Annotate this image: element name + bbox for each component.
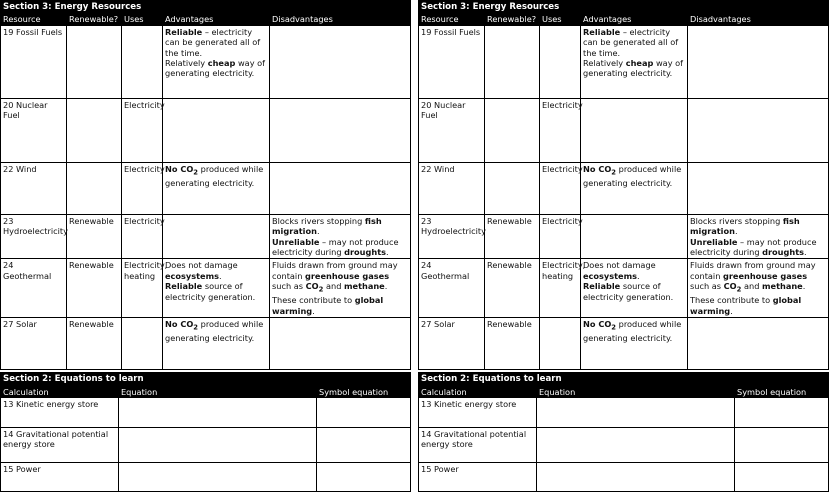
uses-cell[interactable]: [122, 25, 163, 98]
calculation-cell: 15 Power: [1, 462, 119, 491]
energy-resources-table: [418, 0, 829, 370]
header-calculation: Calculation: [1, 386, 119, 397]
renewable-cell[interactable]: [67, 25, 122, 98]
header-disadvantages: Disadvantages: [270, 14, 411, 25]
resource-cell: 23 Hydroelectricity: [419, 214, 485, 259]
header-uses: Uses: [122, 14, 163, 25]
renewable-cell[interactable]: [67, 162, 122, 214]
uses-cell: Electricity: [540, 162, 581, 214]
renewable-cell: Renewable: [485, 318, 540, 370]
resource-cell: 22 Wind: [1, 162, 67, 214]
disadvantages-cell[interactable]: [688, 25, 829, 98]
equations-table: [418, 372, 829, 492]
header-renewable: Renewable?: [67, 14, 122, 25]
renewable-cell: Renewable: [67, 318, 122, 370]
advantages-cell: No $CO_2$ produced while generating electricity.: [163, 162, 270, 214]
equation-cell[interactable]: [119, 397, 317, 427]
header-symbol-equation: Symbol equation: [735, 386, 829, 397]
table-row: [1, 98, 411, 162]
uses-cell: Electricity: [122, 214, 163, 259]
right-sheet: [418, 0, 828, 474]
table-row: [419, 25, 829, 98]
resource-cell: 19 Fossil Fuels: [1, 25, 67, 98]
header-equation: Equation: [537, 386, 735, 397]
disadvantages-cell[interactable]: [270, 98, 411, 162]
table-row: [1, 318, 411, 370]
header-uses: Uses: [540, 14, 581, 25]
renewable-cell[interactable]: [485, 25, 540, 98]
renewable-cell: Renewable: [485, 259, 540, 318]
advantages-cell: No $CO_2$ produced while generating electricity.: [581, 318, 688, 370]
table-row: [419, 397, 829, 427]
symbol-equation-cell[interactable]: [735, 397, 829, 427]
renewable-cell: Renewable: [67, 259, 122, 318]
resource-cell: 22 Wind: [419, 162, 485, 214]
header-symbol-equation: Symbol equation: [317, 386, 411, 397]
energy-resources-table: [0, 0, 411, 370]
disadvantages-cell[interactable]: [270, 162, 411, 214]
symbol-equation-cell[interactable]: [317, 397, 411, 427]
symbol-equation-cell[interactable]: [317, 427, 411, 462]
renewable-cell: Renewable: [67, 214, 122, 259]
table-row: [419, 318, 829, 370]
table-row: [419, 462, 829, 491]
section3-title: Section 3: Energy Resources: [1, 1, 411, 14]
equation-cell[interactable]: [537, 427, 735, 462]
advantages-cell[interactable]: [581, 98, 688, 162]
renewable-cell[interactable]: [67, 98, 122, 162]
equations-table: [0, 372, 411, 492]
uses-cell[interactable]: [122, 318, 163, 370]
uses-cell[interactable]: [540, 318, 581, 370]
disadvantages-cell: Blocks rivers stopping fish migration. Unreliable – may not produce electricity during droughts.: [270, 214, 411, 259]
resource-cell: 27 Solar: [419, 318, 485, 370]
advantages-cell: Does not damage ecosystems. Reliable source of electricity generation.: [163, 259, 270, 318]
table-row: [1, 397, 411, 427]
header-renewable: Renewable?: [485, 14, 540, 25]
advantages-cell: Reliable – electricity can be generated all of the time. Relatively cheap way of generating electricity.: [581, 25, 688, 98]
renewable-cell: Renewable: [485, 214, 540, 259]
resource-cell: 23 Hydroelectricity: [1, 214, 67, 259]
resource-cell: 24 Geothermal: [419, 259, 485, 318]
resource-cell: 19 Fossil Fuels: [419, 25, 485, 98]
header-resource: Resource: [1, 14, 67, 25]
symbol-equation-cell[interactable]: [735, 462, 829, 491]
calculation-cell: 14 Gravitational potential energy store: [419, 427, 537, 462]
disadvantages-cell[interactable]: [688, 98, 829, 162]
disadvantages-cell: Fluids drawn from ground may contain greenhouse gases such as $CO_2$ and methane. These contribute to global warming.: [270, 259, 411, 318]
uses-cell: Electricity: [122, 98, 163, 162]
resource-cell: 27 Solar: [1, 318, 67, 370]
renewable-cell[interactable]: [485, 98, 540, 162]
calculation-cell: 15 Power: [419, 462, 537, 491]
table-row: [419, 259, 829, 318]
disadvantages-cell[interactable]: [688, 318, 829, 370]
uses-cell[interactable]: [540, 25, 581, 98]
section3-title: Section 3: Energy Resources: [419, 1, 829, 14]
table-row: [1, 259, 411, 318]
uses-cell: Electricity, heating: [540, 259, 581, 318]
table-row: [1, 427, 411, 462]
equation-cell[interactable]: [119, 462, 317, 491]
header-advantages: Advantages: [581, 14, 688, 25]
table-row: [1, 214, 411, 259]
equation-cell[interactable]: [119, 427, 317, 462]
calculation-cell: 13 Kinetic energy store: [1, 397, 119, 427]
disadvantages-cell[interactable]: [270, 25, 411, 98]
table-row: [419, 214, 829, 259]
table-row: [419, 162, 829, 214]
section2-title: Section 2: Equations to learn: [419, 373, 829, 386]
uses-cell: Electricity: [540, 214, 581, 259]
calculation-cell: 14 Gravitational potential energy store: [1, 427, 119, 462]
resource-cell: 20 Nuclear Fuel: [1, 98, 67, 162]
disadvantages-cell: Fluids drawn from ground may contain greenhouse gases such as $CO_2$ and methane. These contribute to global warming.: [688, 259, 829, 318]
table-row: [1, 462, 411, 491]
table-row: [419, 98, 829, 162]
advantages-cell: No $CO_2$ produced while generating electricity.: [163, 318, 270, 370]
header-advantages: Advantages: [163, 14, 270, 25]
uses-cell: Electricity, heating: [122, 259, 163, 318]
calculation-cell: 13 Kinetic energy store: [419, 397, 537, 427]
equation-cell[interactable]: [537, 397, 735, 427]
disadvantages-cell[interactable]: [688, 162, 829, 214]
advantages-cell: Does not damage ecosystems. Reliable source of electricity generation.: [581, 259, 688, 318]
header-disadvantages: Disadvantages: [688, 14, 829, 25]
advantages-cell: Reliable – electricity can be generated all of the time. Relatively cheap way of generating electricity.: [163, 25, 270, 98]
advantages-cell[interactable]: [581, 214, 688, 259]
symbol-equation-cell[interactable]: [735, 427, 829, 462]
symbol-equation-cell[interactable]: [317, 462, 411, 491]
resource-cell: 20 Nuclear Fuel: [419, 98, 485, 162]
disadvantages-cell[interactable]: [270, 318, 411, 370]
left-sheet: [0, 0, 410, 474]
renewable-cell[interactable]: [485, 162, 540, 214]
advantages-cell[interactable]: [163, 98, 270, 162]
table-row: [419, 427, 829, 462]
header-equation: Equation: [119, 386, 317, 397]
table-row: [1, 162, 411, 214]
uses-cell: Electricity: [122, 162, 163, 214]
table-row: [1, 25, 411, 98]
header-resource: Resource: [419, 14, 485, 25]
resource-cell: 24 Geothermal: [1, 259, 67, 318]
advantages-cell: No $CO_2$ produced while generating electricity.: [581, 162, 688, 214]
disadvantages-cell: Blocks rivers stopping fish migration. Unreliable – may not produce electricity during droughts.: [688, 214, 829, 259]
uses-cell: Electricity: [540, 98, 581, 162]
advantages-cell[interactable]: [163, 214, 270, 259]
header-calculation: Calculation: [419, 386, 537, 397]
equation-cell[interactable]: [537, 462, 735, 491]
section2-title: Section 2: Equations to learn: [1, 373, 411, 386]
